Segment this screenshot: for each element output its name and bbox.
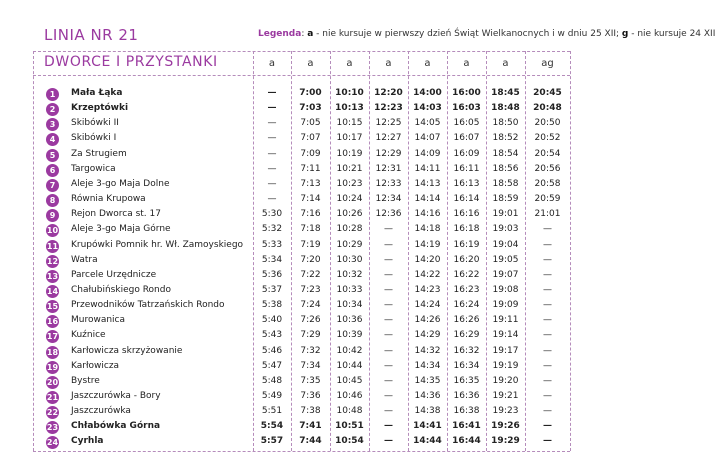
stop-number-badge: 10 — [46, 226, 59, 236]
departure-time: — — [384, 300, 393, 311]
stop-name: Krupówki Pomnik hr. Wł. Zamoyskiego — [71, 239, 244, 250]
table-row — [33, 102, 570, 117]
departure-time: 7:24 — [300, 300, 321, 311]
departure-time: — — [384, 239, 393, 250]
stop-number-badge: 6 — [46, 164, 59, 177]
stop-name: Watra — [71, 254, 98, 265]
departure-time: 16:26 — [453, 315, 480, 326]
departure-time: — — [543, 284, 552, 295]
stop-number-badge: 5 — [46, 149, 59, 162]
departure-time: 7:19 — [300, 239, 321, 250]
stop-number-badge: 3 — [46, 118, 59, 131]
departure-time: 10:17 — [336, 133, 363, 144]
stop-name: Chłabówka Górna — [71, 421, 161, 432]
departure-time: 5:51 — [261, 406, 283, 417]
departure-time: 16:41 — [452, 421, 481, 432]
table-row — [33, 420, 570, 435]
departure-time: 10:15 — [336, 118, 363, 129]
stop-name: Bystre — [71, 375, 100, 386]
departure-time: 14:16 — [414, 209, 441, 220]
departure-time: 14:36 — [414, 391, 441, 401]
departure-time: 19:05 — [492, 254, 519, 265]
departure-time: 16:38 — [453, 406, 480, 417]
stop-name: Równia Krupowa — [71, 194, 146, 205]
departure-time: — — [384, 436, 393, 447]
departure-time: 20:58 — [534, 178, 561, 189]
stop-name: Chałubińskiego Rondo — [71, 284, 171, 295]
departure-time: 18:52 — [492, 133, 519, 144]
table-row — [33, 132, 570, 147]
departure-time: — — [267, 194, 277, 205]
departure-time: — — [384, 330, 393, 341]
departure-time: 7:18 — [300, 224, 321, 235]
table-row — [33, 345, 570, 360]
table-row — [33, 223, 570, 238]
departure-time: 16:23 — [453, 284, 480, 295]
departure-time: — — [384, 315, 393, 326]
departure-time: 16:24 — [453, 300, 480, 311]
departure-time: 18:48 — [491, 103, 520, 114]
stop-name: Skibówki II — [71, 118, 119, 129]
stop-number-badge: 7 — [46, 179, 59, 192]
departure-time: 19:09 — [492, 300, 519, 311]
departure-time: 10:21 — [336, 163, 363, 174]
stop-number-badge: 22 — [46, 408, 59, 418]
departure-time: 7:22 — [300, 269, 321, 280]
departure-time: 7:14 — [300, 194, 321, 205]
column-header: a — [346, 58, 353, 69]
departure-time: — — [543, 315, 552, 326]
table-row — [33, 193, 570, 208]
stop-number-badge: 2 — [46, 103, 59, 116]
departure-time: 10:51 — [335, 421, 364, 432]
departure-time: 14:22 — [414, 269, 441, 280]
stop-number-badge: 23 — [46, 423, 59, 433]
departure-time: 14:35 — [414, 375, 441, 386]
departure-time: 12:20 — [374, 88, 403, 98]
stop-name: Karłowicza — [71, 360, 120, 371]
departure-time: 19:03 — [492, 224, 519, 235]
departure-time: 10:32 — [336, 269, 363, 280]
departure-time: 20:45 — [533, 88, 562, 98]
departure-time: 5:32 — [261, 224, 283, 235]
table-row — [33, 148, 570, 163]
legend-a-text: - nie kursuje w pierwszy dzień Świąt Wielkanocnych i w dniu 25 XII; — [313, 29, 622, 39]
departure-time: — — [543, 436, 552, 447]
departure-time: 14:23 — [414, 284, 441, 295]
departure-time: 12:33 — [375, 178, 402, 189]
departure-time: 10:24 — [336, 194, 363, 205]
stop-name: Kuźnice — [71, 330, 106, 341]
departure-time: 5:48 — [261, 375, 283, 386]
departure-time: 7:20 — [300, 254, 321, 265]
legend-g-key: g — [621, 29, 629, 39]
departure-time: — — [384, 284, 393, 295]
departure-time: 16:36 — [453, 391, 480, 401]
departure-time: 7:11 — [300, 163, 321, 174]
departure-time: 10:39 — [336, 330, 363, 341]
table-header-label: DWORCE I PRZYSTANKI — [44, 54, 218, 70]
stop-name: Rejon Dworca st. 17 — [71, 209, 161, 220]
departure-time: — — [384, 391, 393, 401]
departure-time: 7:09 — [300, 148, 321, 159]
grid-hline — [33, 75, 570, 76]
departure-time: 5:46 — [261, 345, 283, 356]
table-row — [33, 87, 570, 102]
stop-name: Aleje 3-go Maja Górne — [71, 224, 171, 235]
stop-name: Targowica — [71, 163, 116, 174]
departure-time: 10:36 — [336, 315, 363, 326]
departure-time: — — [543, 421, 552, 432]
departure-time: 18:50 — [492, 118, 519, 129]
departure-time: 7:13 — [300, 178, 321, 189]
stop-name: Przewodników Tatrzańskich Rondo — [71, 300, 225, 311]
departure-time: 7:00 — [299, 88, 322, 98]
departure-time: 12:25 — [375, 118, 402, 129]
departure-time: 7:41 — [299, 421, 322, 432]
departure-time: 14:19 — [414, 239, 441, 250]
departure-time: 19:23 — [492, 406, 519, 417]
stop-number-badge: 18 — [46, 347, 59, 357]
table-row — [33, 163, 570, 178]
departure-time: — — [267, 103, 277, 114]
departure-time: 16:07 — [453, 133, 480, 144]
departure-time: — — [543, 300, 552, 311]
table-row — [33, 405, 570, 420]
departure-time: 12:23 — [374, 103, 403, 114]
stop-number-badge: 16 — [46, 317, 59, 327]
departure-time: 19:26 — [491, 421, 520, 432]
departure-time: — — [543, 375, 552, 386]
stop-number-badge: 17 — [46, 332, 59, 342]
departure-time: — — [267, 118, 277, 129]
stop-number-badge: 8 — [46, 194, 59, 207]
departure-time: 7:32 — [300, 345, 321, 356]
table-row — [33, 299, 570, 314]
stop-name: Aleje 3-go Maja Dolne — [71, 178, 170, 189]
departure-time: 19:04 — [492, 239, 519, 250]
departure-time: — — [384, 421, 393, 432]
departure-time: 16:18 — [453, 224, 480, 235]
departure-time: 7:23 — [300, 284, 321, 295]
stop-number-badge: 9 — [46, 209, 59, 222]
departure-time: 10:30 — [336, 254, 363, 265]
departure-time: 14:13 — [414, 178, 441, 189]
departure-time: 10:13 — [335, 103, 364, 114]
stop-name: Jaszczurówka — [71, 406, 131, 417]
departure-time: 5:57 — [260, 436, 284, 447]
legend-word: Legenda — [258, 29, 302, 39]
departure-time: — — [543, 254, 552, 265]
table-row — [33, 390, 570, 405]
stop-number-badge: 20 — [46, 377, 59, 387]
departure-time: 5:54 — [260, 421, 284, 432]
table-row — [33, 117, 570, 132]
table-row — [33, 314, 570, 329]
departure-time: 14:44 — [413, 436, 442, 447]
departure-time: 18:56 — [492, 163, 519, 174]
departure-time: 20:54 — [534, 148, 561, 159]
departure-time: — — [384, 254, 393, 265]
stop-number-badge: 1 — [46, 88, 59, 101]
departure-time: 7:05 — [300, 118, 321, 129]
departure-time: — — [267, 88, 277, 98]
departure-time: 10:44 — [336, 360, 363, 371]
table-row — [33, 178, 570, 193]
departure-time: 19:29 — [491, 436, 520, 447]
departure-time: 7:29 — [300, 330, 321, 341]
stop-number-badge: 19 — [46, 362, 59, 372]
departure-time: 10:33 — [336, 284, 363, 295]
departure-time: — — [543, 330, 552, 341]
table-row — [33, 239, 570, 254]
departure-time: 16:05 — [453, 118, 480, 129]
departure-time: — — [384, 360, 393, 371]
departure-time: 7:35 — [300, 375, 321, 386]
departure-time: 20:59 — [534, 194, 561, 205]
departure-time: 10:23 — [336, 178, 363, 189]
departure-time: 14:38 — [414, 406, 441, 417]
departure-time: 12:36 — [375, 209, 402, 220]
departure-time: 19:14 — [492, 330, 519, 341]
departure-time: 16:09 — [453, 148, 480, 159]
departure-time: 16:20 — [453, 254, 480, 265]
departure-time: — — [543, 391, 552, 401]
departure-time: 14:05 — [414, 118, 441, 129]
page-title: LINIA NR 21 — [44, 26, 139, 44]
departure-time: 16:14 — [453, 194, 480, 205]
table-row — [33, 360, 570, 375]
departure-time: — — [543, 406, 552, 417]
stop-name: Murowanica — [71, 315, 126, 326]
departure-time: 10:19 — [336, 148, 363, 159]
table-row — [33, 329, 570, 344]
departure-time: 16:22 — [453, 269, 480, 280]
departure-time: 7:26 — [300, 315, 321, 326]
grid-vline — [570, 51, 571, 451]
stop-number-badge: 21 — [46, 393, 59, 402]
departure-time: 20:56 — [534, 163, 561, 174]
departure-time: 16:00 — [452, 88, 481, 98]
column-header: a — [385, 58, 392, 69]
departure-time: 16:03 — [452, 103, 481, 114]
table-row — [33, 208, 570, 223]
departure-time: — — [384, 406, 393, 417]
table-row — [33, 435, 570, 450]
departure-time: 7:16 — [300, 209, 321, 220]
departure-time: 19:19 — [492, 360, 519, 371]
departure-time: 7:38 — [300, 406, 321, 417]
departure-time: — — [384, 269, 393, 280]
departure-time: — — [267, 178, 277, 189]
departure-time: 12:29 — [375, 148, 402, 159]
departure-time: 10:28 — [336, 224, 363, 235]
departure-time: 19:21 — [492, 391, 519, 401]
departure-time: 20:52 — [534, 133, 561, 144]
departure-time: 10:10 — [335, 88, 364, 98]
column-header: a — [307, 58, 314, 69]
departure-time: 10:34 — [336, 300, 363, 311]
departure-time: 10:48 — [336, 406, 363, 417]
departure-time: 18:45 — [491, 88, 520, 98]
departure-time: — — [267, 133, 277, 144]
departure-time: 5:43 — [261, 330, 283, 341]
departure-time: 19:20 — [492, 375, 519, 386]
departure-time: — — [384, 224, 393, 235]
departure-time: 14:07 — [414, 133, 441, 144]
departure-time: 18:58 — [492, 178, 519, 189]
column-header: ag — [541, 58, 554, 69]
stop-name: Parcele Urzędnicze — [71, 269, 157, 280]
departure-time: 5:49 — [261, 391, 283, 401]
stop-name: Karłowicza skrzyżowanie — [71, 345, 183, 356]
stop-number-badge: 14 — [46, 286, 59, 296]
departure-time: 14:09 — [414, 148, 441, 159]
departure-time: 14:32 — [414, 345, 441, 356]
departure-time: 5:47 — [261, 360, 283, 371]
departure-time: — — [384, 345, 393, 356]
departure-time: — — [384, 375, 393, 386]
departure-time: 10:42 — [336, 345, 363, 356]
stop-number-badge: 4 — [46, 133, 59, 146]
departure-time: 16:19 — [453, 239, 480, 250]
column-header: a — [502, 58, 509, 69]
stop-name: Jaszczurówka - Bory — [71, 391, 161, 401]
departure-time: 14:14 — [414, 194, 441, 205]
departure-time: — — [543, 269, 552, 280]
column-header: a — [463, 58, 470, 69]
departure-time: 7:34 — [300, 360, 321, 371]
table-row — [33, 269, 570, 284]
departure-time: 7:03 — [299, 103, 322, 114]
table-row — [33, 254, 570, 269]
departure-time: 21:01 — [534, 209, 561, 220]
departure-time: 14:20 — [414, 254, 441, 265]
departure-time: 14:11 — [414, 163, 441, 174]
departure-time: 18:54 — [492, 148, 519, 159]
stop-name: Skibówki I — [71, 133, 117, 144]
stop-number-badge: 15 — [46, 302, 59, 312]
departure-time: 16:35 — [453, 375, 480, 386]
departure-time: 20:50 — [534, 118, 561, 129]
departure-time: 7:07 — [300, 133, 321, 144]
departure-time: 10:26 — [336, 209, 363, 220]
departure-time: 7:36 — [300, 391, 321, 401]
departure-time: 14:26 — [414, 315, 441, 326]
departure-time: 12:31 — [375, 163, 402, 174]
stop-name: Za Strugiem — [71, 148, 127, 159]
stop-name: Cyrhla — [71, 436, 104, 447]
departure-time: 12:34 — [375, 194, 402, 205]
departure-time: 16:29 — [453, 330, 480, 341]
departure-time: 14:29 — [414, 330, 441, 341]
stop-number-badge: 11 — [46, 241, 59, 251]
departure-time: 18:59 — [492, 194, 519, 205]
departure-time: — — [543, 345, 552, 356]
departure-time: 5:33 — [261, 239, 283, 250]
departure-time: 16:32 — [453, 345, 480, 356]
departure-time: 10:45 — [336, 375, 363, 386]
departure-time: 14:03 — [413, 103, 442, 114]
departure-time: 16:16 — [453, 209, 480, 220]
departure-time: 16:11 — [453, 163, 480, 174]
departure-time: 16:34 — [453, 360, 480, 371]
legend: Legenda: a - nie kursuje w pierwszy dzień Świąt Wielkanocnych i w dniu 25 XII; g - nie kursuje 24 XII — [258, 29, 715, 39]
grid-hline — [33, 451, 570, 452]
departure-time: 16:44 — [452, 436, 481, 447]
departure-time: 20:48 — [533, 103, 562, 114]
legend-a-key: a — [307, 29, 314, 39]
stop-name: Krzeptówki — [71, 103, 129, 114]
departure-time: 16:13 — [453, 178, 480, 189]
column-header: a — [268, 58, 276, 69]
departure-time: 7:44 — [299, 436, 322, 447]
stop-number-badge: 13 — [46, 271, 59, 281]
departure-time: 5:37 — [261, 284, 283, 295]
stop-name: Mała Łąka — [71, 88, 123, 98]
departure-time: 19:11 — [492, 315, 519, 326]
departure-time: 19:08 — [492, 284, 519, 295]
departure-time: 19:17 — [492, 345, 519, 356]
grid-hline — [33, 51, 570, 52]
departure-time: — — [267, 163, 277, 174]
departure-time: — — [267, 148, 277, 159]
departure-time: 14:24 — [414, 300, 441, 311]
departure-time: 10:29 — [336, 239, 363, 250]
departure-time: 19:01 — [492, 209, 519, 220]
departure-time: 5:38 — [261, 300, 283, 311]
departure-time: 10:54 — [335, 436, 364, 447]
departure-time: 12:27 — [375, 133, 402, 144]
table-row — [33, 284, 570, 299]
departure-time: 10:46 — [336, 391, 363, 401]
table-row — [33, 375, 570, 390]
departure-time: 14:34 — [414, 360, 441, 371]
legend-g-text: - nie kursuje 24 XII — [628, 29, 715, 39]
departure-time: 14:00 — [413, 88, 442, 98]
departure-time: 5:34 — [261, 254, 283, 265]
departure-time: 5:30 — [261, 209, 283, 220]
departure-time: 5:40 — [261, 315, 283, 326]
departure-time: 19:07 — [492, 269, 519, 280]
stop-number-badge: 12 — [46, 256, 59, 266]
departure-time: — — [543, 239, 552, 250]
departure-time: 14:18 — [414, 224, 441, 235]
departure-time: — — [543, 224, 552, 235]
departure-time: 14:41 — [413, 421, 442, 432]
departure-time: 5:36 — [261, 269, 283, 280]
stop-number-badge: 24 — [46, 438, 59, 448]
column-header: a — [424, 58, 431, 69]
departure-time: — — [543, 360, 552, 371]
